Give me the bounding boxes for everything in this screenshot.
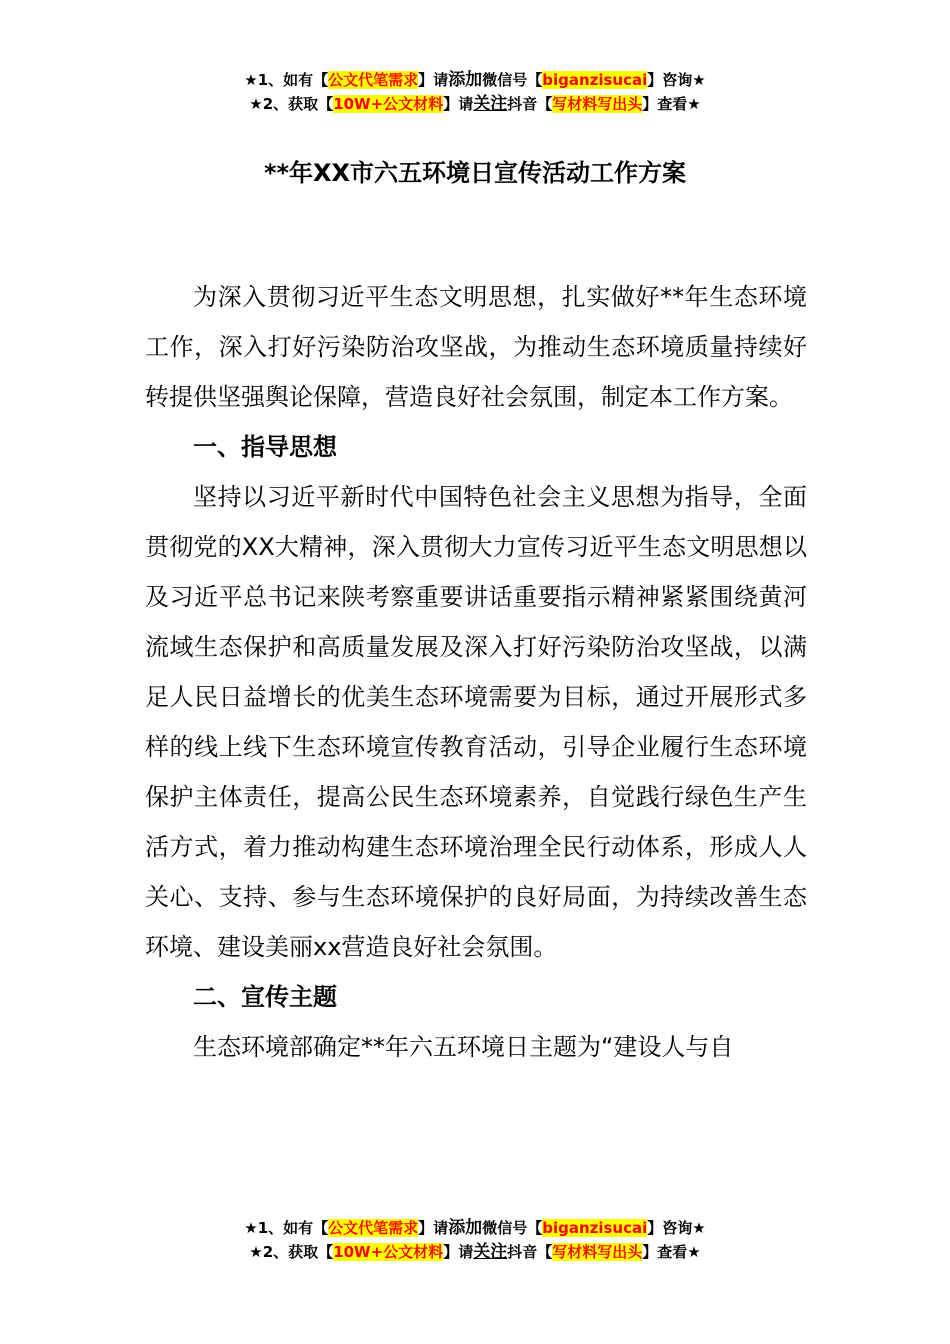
banner-line-2 — [0, 92, 950, 116]
top-banner — [0, 68, 950, 116]
banner-emphasis: 关注 — [473, 94, 508, 114]
section-heading-2: 二、宣传主题 — [193, 983, 337, 1011]
banner-highlight: biganzisucai — [542, 71, 648, 89]
star-icon: ★ — [244, 71, 258, 89]
banner-highlight: 公文代笔需求 — [328, 1219, 419, 1237]
star-icon: ★ — [687, 95, 701, 113]
banner-highlight: 10W+公文材料 — [333, 95, 444, 113]
banner-text: 1、如有【 — [257, 1219, 329, 1237]
document-body — [145, 272, 807, 1072]
banner-text: 抖音【 — [507, 95, 553, 113]
banner-text: 1、如有【 — [257, 71, 329, 89]
banner-highlight: 公文代笔需求 — [328, 71, 419, 89]
banner-text: 】请 — [418, 1219, 449, 1237]
banner-line-2 — [0, 1240, 950, 1264]
star-icon: ★ — [249, 95, 263, 113]
banner-highlight: 写材料写出头 — [552, 1243, 643, 1261]
star-icon: ★ — [249, 1243, 263, 1261]
banner-text: 微信号【 — [482, 71, 543, 89]
star-icon: ★ — [244, 1219, 258, 1237]
section-paragraph-1: 坚持以习近平新时代中国特色社会主义思想为指导，全面贯彻党的XX大精神，深入贯彻大力宣传习近平生态文明思想以及习近平总书记来陕考察重要讲话重要指示精神紧紧围绕黄河流域生态保护和高质量发展及深入打好污染防治攻坚战，以满足人民日益增长的优美生态环境需要为目标，通过开展形式多样的线上线下生态环境宣传教育活动，引导企业履行生态环境保护主体责任，提高公民生态环境素养，自觉践行绿色生产生活方式，着力推动构建生态环境治理全民行动体系，形成人人关心、支持、参与生态环境保护的良好局面，为持续改善生态环境、建设美丽xx营造良好社会氛围。 — [145, 483, 807, 961]
banner-highlight: 写材料写出头 — [552, 95, 643, 113]
bottom-banner — [0, 1216, 950, 1264]
banner-text: 】查看 — [642, 1243, 688, 1261]
intro-paragraph: 为深入贯彻习近平生态文明思想，扎实做好**年生态环境工作，深入打好污染防治攻坚战，为推动生态环境质量持续好转提供坚强舆论保障，营造良好社会氛围，制定本工作方案。 — [145, 283, 807, 411]
banner-text: 】查看 — [642, 95, 688, 113]
banner-highlight: 10W+公文材料 — [333, 1243, 444, 1261]
banner-text: 抖音【 — [507, 1243, 553, 1261]
banner-text: 】咨询 — [647, 1219, 693, 1237]
banner-line-1 — [0, 68, 950, 92]
banner-line-1 — [0, 1216, 950, 1240]
star-icon: ★ — [687, 1243, 701, 1261]
banner-highlight: biganzisucai — [542, 1219, 648, 1237]
banner-text: 】请 — [418, 71, 449, 89]
banner-emphasis: 添加 — [448, 1218, 483, 1238]
banner-text: 】请 — [443, 95, 474, 113]
banner-emphasis: 添加 — [448, 70, 483, 90]
banner-text: 】请 — [443, 1243, 474, 1261]
banner-text: 微信号【 — [482, 1219, 543, 1237]
banner-emphasis: 关注 — [473, 1242, 508, 1262]
banner-text: 2、获取【 — [262, 1243, 334, 1261]
star-icon: ★ — [692, 71, 706, 89]
banner-text: 】咨询 — [647, 71, 693, 89]
star-icon: ★ — [692, 1219, 706, 1237]
section-paragraph-2: 生态环境部确定**年六五环境日主题为“建设人与自 — [193, 1033, 734, 1061]
document-title: **年XX市六五环境日宣传活动工作方案 — [263, 159, 687, 187]
section-heading-1: 一、指导思想 — [193, 433, 337, 461]
banner-text: 2、获取【 — [262, 95, 334, 113]
